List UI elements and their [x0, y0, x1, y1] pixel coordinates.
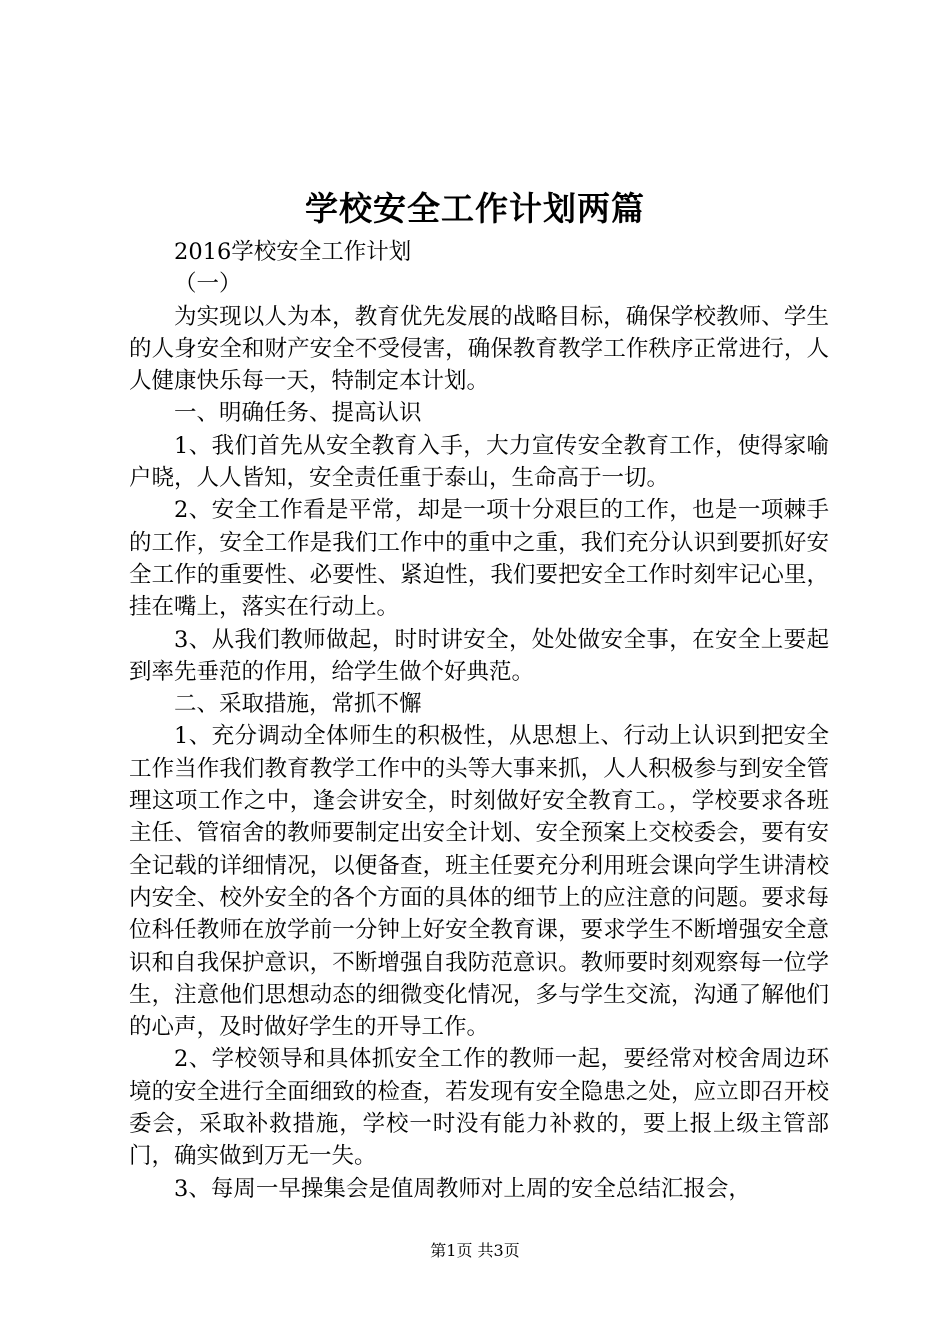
document-body: [129, 236, 829, 1205]
paragraph-1-3: 3、从我们教师做起，时时讲安全，处处做安全事，在安全上要起到率先垂范的作用，给学生做个好典范。: [129, 626, 829, 685]
paragraph-part-number: （一）: [174, 271, 242, 298]
section-heading-2: 二、采取措施，常抓不懈: [174, 691, 422, 718]
paragraph-subtitle: 2016学校安全工作计划: [174, 239, 412, 265]
paragraph-2-3: 3、每周一早操集会是值周教师对上周的安全总结汇报会，: [174, 1175, 751, 1202]
paragraph-1-2: 2、安全工作看是平常，却是一项十分艰巨的工作，也是一项棘手的工作，安全工作是我们工作中的重中之重，我们充分认识到要抓好安全工作的重要性、必要性、紧迫性，我们要把安全工作时刻牢记心里，挂在嘴上，落实在行动上。: [129, 497, 829, 621]
paragraph-intro: 为实现以人为本，教育优先发展的战略目标，确保学校教师、学生的人身安全和财产安全不受侵害，确保教育教学工作秩序正常进行，人人健康快乐每一天，特制定本计划。: [129, 303, 829, 395]
page-footer: 第1页 共3页: [430, 1241, 520, 1260]
section-heading-1: 一、明确任务、提高认识: [174, 400, 422, 427]
document-title: 学校安全工作计划两篇: [305, 189, 645, 228]
paragraph-2-2: 2、学校领导和具体抓安全工作的教师一起，要经常对校舍周边环境的安全进行全面细致的检查，若发现有安全隐患之处，应立即召开校委会，采取补救措施，学校一时没有能力补救的，要上报上级主管部门，确实做到万无一失。: [129, 1046, 829, 1170]
paragraph-2-1: 1、充分调动全体师生的积极性，从思想上、行动上认识到把安全工作当作我们教育教学工作中的头等大事来抓，人人积极参与到安全管理这项工作之中，逢会讲安全，时刻做好安全教育工。，学校要求各班主任、管宿舍的教师要制定出安全计划、安全预案上交校委会，要有安全记载的详细情况，以便备查，班主任要充分利用班会课向学生讲清校内安全、校外安全的各个方面的具体的细节上的应注意的问题。要求每位科任教师在放学前一分钟上好安全教育课，要求学生不断增强安全意识和自我保护意识，不断增强自我防范意识。教师要时刻观察每一位学生，注意他们思想动态的细微变化情况，多与学生交流，沟通了解他们的心声，及时做好学生的开导工作。: [129, 723, 829, 1041]
paragraph-1-1: 1、我们首先从安全教育入手，大力宣传安全教育工作，使得家喻户晓，人人皆知，安全责任重于泰山，生命高于一切。: [129, 432, 829, 492]
